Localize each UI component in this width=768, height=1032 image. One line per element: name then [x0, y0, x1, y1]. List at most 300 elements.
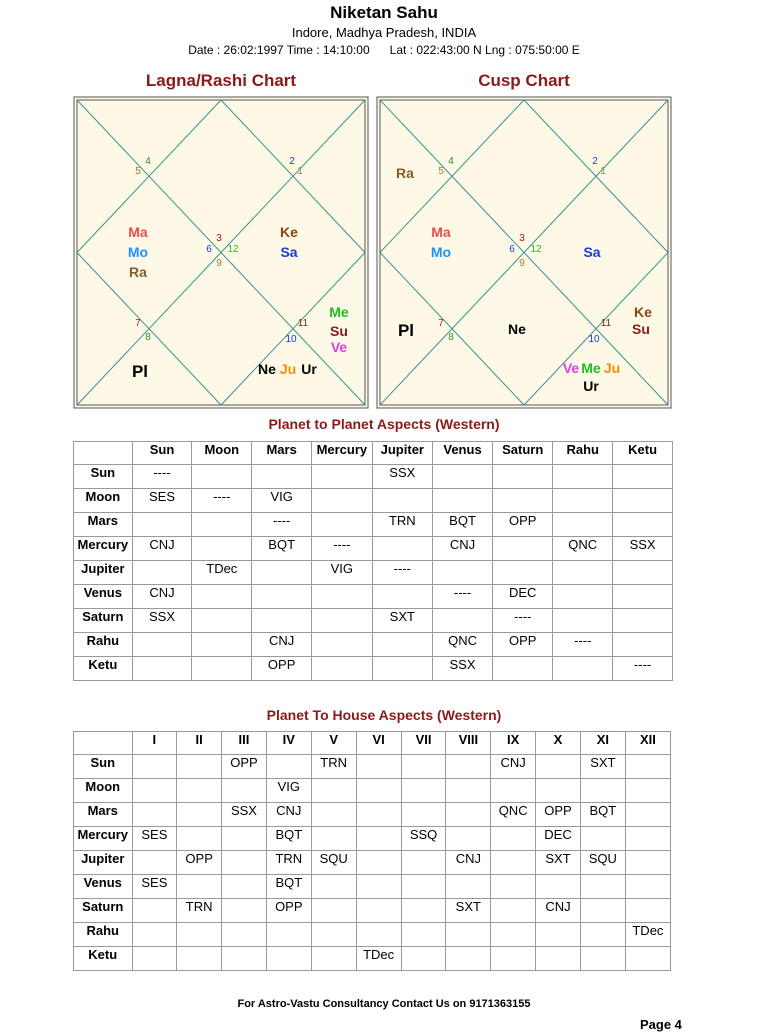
house-aspects-col-header: XI [580, 732, 625, 755]
house-aspects-cell [580, 827, 625, 851]
house-aspects-cell [625, 947, 670, 971]
house-aspects-cell [446, 875, 491, 899]
house-aspects-cell [356, 899, 401, 923]
lagna-house-number: 11 [297, 318, 309, 329]
lagna-house-number: 12 [227, 244, 239, 255]
lagna-house-number: 10 [285, 334, 297, 345]
house-aspects-cell: SES [132, 827, 177, 851]
lagna-house-number: 5 [135, 166, 141, 177]
house-aspects-cell [356, 755, 401, 779]
house-aspects-cell: CNJ [266, 803, 311, 827]
planet-aspects-cell [192, 465, 252, 489]
table-row [74, 633, 673, 657]
lagna-planet-Pl: Pl [131, 362, 149, 381]
house-aspects-col-header: IV [266, 732, 311, 755]
table-row [74, 827, 671, 851]
house-aspects-cell [266, 947, 311, 971]
cusp-house-number: 4 [448, 156, 454, 167]
house-aspects-cell: SQU [580, 851, 625, 875]
planet-aspects-row-header: Ketu [74, 657, 133, 681]
house-aspects-cell [311, 899, 356, 923]
house-aspects-cell: TRN [177, 899, 222, 923]
house-aspects-cell [266, 923, 311, 947]
house-aspects-cell [491, 947, 536, 971]
house-aspects-col-header: II [177, 732, 222, 755]
planet-aspects-cell [192, 513, 252, 537]
lagna-planet-Mo: Mo [127, 244, 149, 260]
planet-aspects-cell: ---- [553, 633, 613, 657]
planet-aspects-cell [252, 609, 312, 633]
planet-aspects-cell [132, 561, 192, 585]
cusp-planet-Ke: Ke [634, 304, 652, 320]
planet-aspects-cell [613, 609, 673, 633]
planet-aspects-cell [553, 657, 613, 681]
house-aspects-cell: OPP [266, 899, 311, 923]
planet-aspects-cell [613, 633, 673, 657]
house-aspects-cell [222, 923, 267, 947]
planet-aspects-cell [372, 633, 432, 657]
cusp-planet-Ma: Ma [431, 224, 451, 240]
lagna-planet-Su: Su [330, 323, 348, 339]
planet-aspects-col-header: Moon [192, 442, 252, 465]
planet-aspects-col-header [74, 442, 133, 465]
house-aspects-cell [311, 827, 356, 851]
house-aspects-cell [222, 851, 267, 875]
planet-aspects-cell [252, 585, 312, 609]
house-aspects-cell [222, 779, 267, 803]
cusp-chart [376, 96, 672, 409]
lagna-planet-Ne: Ne [258, 361, 276, 377]
house-aspects-cell [536, 755, 581, 779]
table-row [74, 585, 673, 609]
cusp-planet-Sa: Sa [583, 244, 601, 260]
house-aspects-cell [625, 827, 670, 851]
house-aspects-cell [580, 947, 625, 971]
house-aspects-cell [222, 899, 267, 923]
house-aspects-col-header: VI [356, 732, 401, 755]
planet-aspects-cell: ---- [252, 513, 312, 537]
planet-aspects-cell [553, 585, 613, 609]
house-aspects-cell [625, 803, 670, 827]
planet-aspects-col-header: Sun [132, 442, 192, 465]
cusp-house-number: 3 [519, 233, 525, 244]
lagna-house-number: 4 [145, 156, 151, 167]
planet-aspects-cell [493, 657, 553, 681]
planet-aspects-col-header: Mars [252, 442, 312, 465]
planet-aspects-cell: BQT [432, 513, 492, 537]
house-aspects-cell [401, 779, 446, 803]
house-aspects-title: Planet To House Aspects (Western) [266, 707, 502, 723]
house-aspects-cell [311, 923, 356, 947]
house-aspects-row-header: Mercury [74, 827, 133, 851]
house-aspects-cell [536, 779, 581, 803]
planet-aspects-row-header: Mercury [74, 537, 133, 561]
cusp-house-number: 11 [600, 318, 612, 329]
planet-aspects-col-header: Ketu [613, 442, 673, 465]
lagna-house-number: 8 [145, 332, 151, 343]
planet-aspects-row-header: Moon [74, 489, 133, 513]
planet-aspects-cell [192, 633, 252, 657]
house-aspects-cell [401, 803, 446, 827]
house-aspects-cell [266, 755, 311, 779]
lagna-house-number: 1 [297, 166, 303, 177]
house-aspects-cell: SSQ [401, 827, 446, 851]
house-aspects-row-header: Ketu [74, 947, 133, 971]
planet-aspects-cell [493, 465, 553, 489]
planet-aspects-row-header: Venus [74, 585, 133, 609]
planet-aspects-cell: SES [132, 489, 192, 513]
house-aspects-cell [401, 875, 446, 899]
house-aspects-cell: SSX [222, 803, 267, 827]
house-aspects-cell [311, 875, 356, 899]
house-aspects-col-header: I [132, 732, 177, 755]
lagna-house-number: 6 [206, 244, 212, 255]
planet-aspects-cell [312, 609, 373, 633]
planet-aspects-cell [493, 561, 553, 585]
planet-aspects-cell [312, 465, 373, 489]
table-row [74, 755, 671, 779]
house-aspects-row-header: Venus [74, 875, 133, 899]
planet-aspects-cell [493, 489, 553, 513]
lagna-planet-Ma: Ma [128, 224, 148, 240]
house-aspects-col-header: V [311, 732, 356, 755]
planet-aspects-table [73, 441, 673, 681]
house-aspects-cell: CNJ [446, 851, 491, 875]
planet-aspects-cell: BQT [252, 537, 312, 561]
house-aspects-cell [132, 779, 177, 803]
planet-aspects-cell [613, 465, 673, 489]
house-aspects-cell [401, 899, 446, 923]
planet-aspects-cell: DEC [493, 585, 553, 609]
planet-aspects-cell [312, 657, 373, 681]
lagna-planet-Ra: Ra [129, 264, 147, 280]
house-aspects-cell: SQU [311, 851, 356, 875]
house-aspects-cell: VIG [266, 779, 311, 803]
house-aspects-col-header [74, 732, 133, 755]
planet-aspects-cell [553, 561, 613, 585]
lagna-planet-Me: Me [329, 304, 349, 320]
house-aspects-cell [401, 851, 446, 875]
house-aspects-cell: OPP [222, 755, 267, 779]
planet-aspects-cell: ---- [613, 657, 673, 681]
house-aspects-cell [177, 779, 222, 803]
house-aspects-cell [177, 923, 222, 947]
house-aspects-cell: TDec [625, 923, 670, 947]
planet-aspects-cell [312, 513, 373, 537]
cusp-planet-Ju: Ju [603, 360, 621, 376]
lagna-planet-Ke: Ke [280, 224, 298, 240]
planet-aspects-cell: OPP [493, 633, 553, 657]
house-aspects-cell [491, 875, 536, 899]
house-aspects-cell: SXT [446, 899, 491, 923]
planet-aspects-cell: OPP [252, 657, 312, 681]
house-aspects-row-header: Jupiter [74, 851, 133, 875]
cusp-house-number: 2 [592, 156, 598, 167]
birth-details: Date : 26:02:1997 Time : 14:10:00 Lat : 022:43:00 N Lng : 075:50:00 E [188, 43, 580, 57]
planet-aspects-cell [613, 489, 673, 513]
planet-aspects-cell [553, 465, 613, 489]
lagna-house-number: 9 [216, 258, 222, 269]
house-aspects-col-header: VII [401, 732, 446, 755]
house-aspects-cell [491, 827, 536, 851]
house-aspects-cell [356, 875, 401, 899]
house-aspects-col-header: VIII [446, 732, 491, 755]
planet-aspects-cell: VIG [312, 561, 373, 585]
house-aspects-cell: TRN [311, 755, 356, 779]
house-aspects-cell [446, 779, 491, 803]
planet-aspects-cell [192, 609, 252, 633]
planet-aspects-title: Planet to Planet Aspects (Western) [268, 416, 500, 432]
lagna-planet-Ve: Ve [330, 339, 348, 355]
planet-aspects-cell: SSX [613, 537, 673, 561]
planet-aspects-col-header: Rahu [553, 442, 613, 465]
cusp-planet-Mo: Mo [430, 244, 452, 260]
cusp-house-number: 6 [509, 244, 515, 255]
table-row [74, 657, 673, 681]
lagna-house-number: 3 [216, 233, 222, 244]
house-aspects-cell: TDec [356, 947, 401, 971]
planet-aspects-col-header: Jupiter [372, 442, 432, 465]
planet-aspects-col-header: Venus [432, 442, 492, 465]
house-aspects-cell [536, 947, 581, 971]
house-aspects-cell: CNJ [536, 899, 581, 923]
cusp-house-number: 12 [530, 244, 542, 255]
planet-aspects-cell: SSX [372, 465, 432, 489]
cusp-house-number: 1 [600, 166, 606, 177]
house-aspects-row-header: Saturn [74, 899, 133, 923]
lagna-house-number: 2 [289, 156, 295, 167]
planet-aspects-cell: SSX [432, 657, 492, 681]
planet-aspects-cell: SSX [132, 609, 192, 633]
cusp-house-number: 9 [519, 258, 525, 269]
planet-aspects-header-row [74, 442, 673, 465]
planet-aspects-cell [553, 489, 613, 513]
lagna-planet-Ur: Ur [301, 361, 317, 377]
planet-aspects-cell: ---- [192, 489, 252, 513]
table-row [74, 875, 671, 899]
house-aspects-cell [177, 803, 222, 827]
house-aspects-cell [580, 923, 625, 947]
planet-aspects-cell [553, 513, 613, 537]
house-aspects-cell: BQT [580, 803, 625, 827]
house-aspects-cell [625, 755, 670, 779]
house-aspects-cell [491, 779, 536, 803]
planet-aspects-cell [192, 537, 252, 561]
house-aspects-cell [356, 803, 401, 827]
planet-aspects-cell: SXT [372, 609, 432, 633]
cusp-planet-Me: Me [581, 360, 601, 376]
house-aspects-cell [132, 851, 177, 875]
planet-aspects-cell: QNC [432, 633, 492, 657]
house-aspects-cell [625, 875, 670, 899]
planet-aspects-cell [432, 561, 492, 585]
planet-aspects-cell [312, 489, 373, 513]
planet-aspects-cell [252, 465, 312, 489]
house-aspects-row-header: Mars [74, 803, 133, 827]
planet-aspects-cell: ---- [132, 465, 192, 489]
house-aspects-cell [491, 899, 536, 923]
house-aspects-cell [222, 875, 267, 899]
lagna-planet-Ju: Ju [279, 361, 297, 377]
native-name: Niketan Sahu [330, 3, 438, 22]
house-aspects-cell [580, 899, 625, 923]
table-row [74, 947, 671, 971]
planet-aspects-cell [132, 633, 192, 657]
cusp-planet-Ra: Ra [396, 165, 414, 181]
house-aspects-cell [177, 827, 222, 851]
house-aspects-cell [491, 851, 536, 875]
planet-aspects-cell [432, 609, 492, 633]
house-aspects-cell [446, 803, 491, 827]
planet-aspects-cell: ---- [372, 561, 432, 585]
house-aspects-cell: SXT [580, 755, 625, 779]
planet-aspects-cell: ---- [493, 609, 553, 633]
planet-aspects-row-header: Saturn [74, 609, 133, 633]
house-aspects-cell [356, 923, 401, 947]
house-aspects-row-header: Moon [74, 779, 133, 803]
house-aspects-cell [132, 947, 177, 971]
house-aspects-cell [132, 923, 177, 947]
planet-aspects-cell: TDec [192, 561, 252, 585]
cusp-planet-Ur: Ur [583, 378, 599, 394]
house-aspects-col-header: IX [491, 732, 536, 755]
table-row [74, 851, 671, 875]
planet-aspects-cell [192, 585, 252, 609]
house-aspects-cell: OPP [177, 851, 222, 875]
planet-aspects-cell: CNJ [252, 633, 312, 657]
planet-aspects-cell [493, 537, 553, 561]
house-aspects-col-header: XII [625, 732, 670, 755]
house-aspects-cell: TRN [266, 851, 311, 875]
planet-aspects-cell [372, 585, 432, 609]
house-aspects-row-header: Sun [74, 755, 133, 779]
table-row [74, 513, 673, 537]
table-row [74, 923, 671, 947]
house-aspects-cell [536, 875, 581, 899]
house-aspects-cell [311, 803, 356, 827]
planet-aspects-cell [132, 513, 192, 537]
house-aspects-col-header: X [536, 732, 581, 755]
planet-aspects-cell [553, 609, 613, 633]
house-aspects-cell [401, 755, 446, 779]
cusp-planet-Pl: Pl [397, 321, 415, 340]
house-aspects-cell [222, 947, 267, 971]
house-aspects-cell: CNJ [491, 755, 536, 779]
planet-aspects-cell [372, 657, 432, 681]
table-row [74, 561, 673, 585]
cusp-house-number: 7 [438, 318, 444, 329]
planet-aspects-cell [613, 513, 673, 537]
table-row [74, 609, 673, 633]
house-aspects-cell: DEC [536, 827, 581, 851]
planet-aspects-row-header: Mars [74, 513, 133, 537]
lagna-chart-title: Lagna/Rashi Chart [145, 71, 297, 90]
house-aspects-header-row [74, 732, 671, 755]
house-aspects-row-header: Rahu [74, 923, 133, 947]
planet-aspects-col-header: Mercury [312, 442, 373, 465]
house-aspects-cell: BQT [266, 875, 311, 899]
planet-aspects-cell [192, 657, 252, 681]
lagna-planet-Sa: Sa [280, 244, 298, 260]
planet-aspects-cell [132, 657, 192, 681]
planet-aspects-cell [432, 465, 492, 489]
planet-aspects-cell [252, 561, 312, 585]
table-row [74, 465, 673, 489]
house-aspects-cell [177, 875, 222, 899]
planet-aspects-cell [372, 489, 432, 513]
house-aspects-cell [177, 755, 222, 779]
house-aspects-cell [446, 827, 491, 851]
house-aspects-cell [580, 875, 625, 899]
house-aspects-cell [222, 827, 267, 851]
planet-aspects-cell: OPP [493, 513, 553, 537]
planet-aspects-row-header: Rahu [74, 633, 133, 657]
cusp-planet-Ve: Ve [562, 360, 580, 376]
house-aspects-cell [356, 779, 401, 803]
house-aspects-cell [625, 899, 670, 923]
cusp-chart-title: Cusp Chart [478, 71, 570, 90]
table-row [74, 489, 673, 513]
house-aspects-cell: QNC [491, 803, 536, 827]
planet-aspects-cell: QNC [553, 537, 613, 561]
table-row [74, 779, 671, 803]
table-row [74, 537, 673, 561]
lagna-house-number: 7 [135, 318, 141, 329]
house-aspects-cell [625, 851, 670, 875]
planet-aspects-cell [432, 489, 492, 513]
footer-contact: For Astro-Vastu Consultancy Contact Us on 9171363155 [237, 998, 531, 1010]
page-number: Page 4 [640, 1017, 682, 1032]
house-aspects-cell [132, 803, 177, 827]
house-aspects-cell [401, 947, 446, 971]
planet-aspects-cell: TRN [372, 513, 432, 537]
house-aspects-cell: SXT [536, 851, 581, 875]
house-aspects-cell [580, 779, 625, 803]
house-aspects-cell [132, 755, 177, 779]
house-aspects-cell: SES [132, 875, 177, 899]
house-aspects-cell [446, 947, 491, 971]
house-aspects-table [73, 731, 671, 971]
planet-aspects-cell [312, 585, 373, 609]
planet-aspects-cell [613, 585, 673, 609]
house-aspects-cell [177, 947, 222, 971]
lagna-chart [73, 96, 369, 409]
planet-aspects-cell [613, 561, 673, 585]
house-aspects-cell [356, 827, 401, 851]
house-aspects-cell [356, 851, 401, 875]
house-aspects-cell [311, 779, 356, 803]
house-aspects-cell [625, 779, 670, 803]
planet-aspects-cell: CNJ [432, 537, 492, 561]
planet-aspects-cell: CNJ [132, 537, 192, 561]
house-aspects-cell: OPP [536, 803, 581, 827]
house-aspects-cell: BQT [266, 827, 311, 851]
planet-aspects-cell [312, 633, 373, 657]
house-aspects-cell [446, 755, 491, 779]
planet-aspects-cell: ---- [312, 537, 373, 561]
planet-aspects-row-header: Sun [74, 465, 133, 489]
cusp-house-number: 8 [448, 332, 454, 343]
house-aspects-cell [536, 923, 581, 947]
cusp-house-number: 10 [588, 334, 600, 345]
planet-aspects-cell: ---- [432, 585, 492, 609]
table-row [74, 899, 671, 923]
planet-aspects-cell [372, 537, 432, 561]
house-aspects-cell [491, 923, 536, 947]
house-aspects-cell [132, 899, 177, 923]
house-aspects-cell [311, 947, 356, 971]
cusp-planet-Su: Su [632, 321, 650, 337]
